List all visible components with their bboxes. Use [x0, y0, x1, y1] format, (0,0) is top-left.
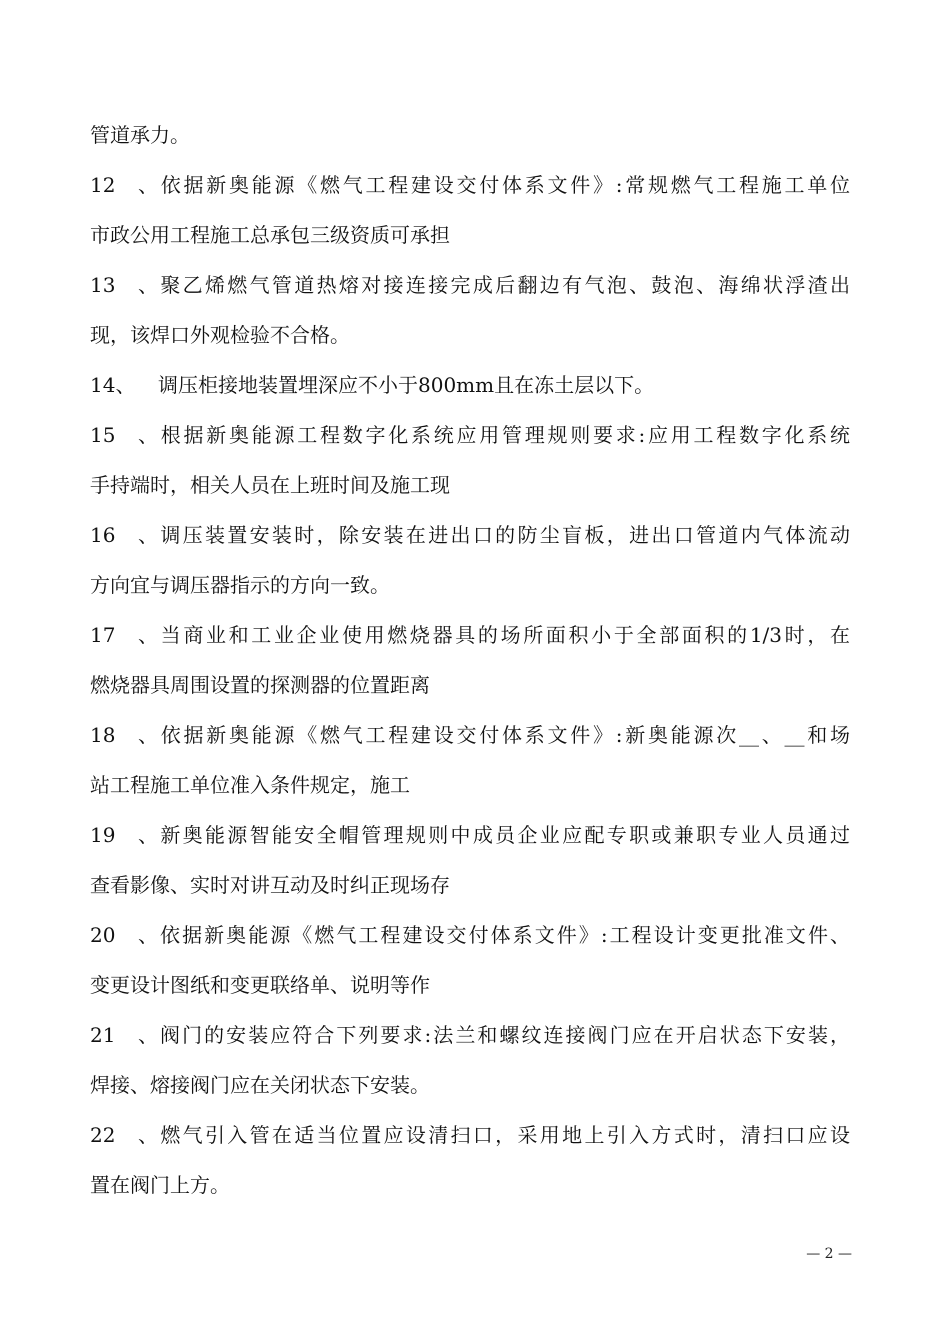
item-text: 根据新奥能源工程数字化系统应用管理规则要求:应用工程数字化系统	[158, 423, 850, 447]
item-number: 15、	[90, 423, 158, 447]
item-text: 当商业和工业企业使用燃烧器具的场所面积小于全部面积的1/3时，在	[158, 623, 850, 647]
item-13	[90, 260, 850, 360]
item-17	[90, 610, 850, 710]
page-number: — 2 —	[806, 1246, 852, 1262]
item-number: 13、	[90, 273, 158, 297]
item-text: 新奥能源智能安全帽管理规则中成员企业应配专职或兼职专业人员通过	[158, 823, 850, 847]
item-number: 18、	[90, 723, 158, 747]
item-text-continued: 燃烧器具周围设置的探测器的位置距离	[90, 673, 430, 697]
item-text: 燃气引入管在适当位置应设清扫口，采用地上引入方式时，清扫口应设	[158, 1123, 850, 1147]
item-number: 16、	[90, 523, 158, 547]
item-text-continued: 置在阀门上方。	[90, 1173, 230, 1197]
item-text: 依据新奥能源《燃气工程建设交付体系文件》:常规燃气工程施工单位	[158, 173, 850, 197]
item-text: 聚乙烯燃气管道热熔对接连接完成后翻边有气泡、鼓泡、海绵状浮渣出	[158, 273, 850, 297]
item-text: 阀门的安装应符合下列要求:法兰和螺纹连接阀门应在开启状态下安装，	[158, 1023, 850, 1047]
item-text: 调压柜接地装置埋深应不小于800mm且在冻土层以下。	[158, 373, 655, 397]
item-text: 依据新奥能源《燃气工程建设交付体系文件》:新奥能源次__、__和场	[158, 723, 850, 747]
item-text-continued: 方向宜与调压器指示的方向一致。	[90, 573, 390, 597]
intro-line: 管道承力。	[90, 123, 190, 147]
item-text-continued: 市政公用工程施工总承包三级资质可承担	[90, 223, 450, 247]
item-text-continued: 变更设计图纸和变更联络单、说明等作	[90, 973, 430, 997]
item-18	[90, 710, 850, 810]
item-number: 20、	[90, 923, 158, 947]
item-20	[90, 910, 850, 1010]
document-body	[90, 110, 850, 1210]
item-number: 21、	[90, 1023, 158, 1047]
item-text-continued: 手持端时，相关人员在上班时间及施工现	[90, 473, 450, 497]
item-text-continued: 焊接、熔接阀门应在关闭状态下安装。	[90, 1073, 430, 1097]
item-12	[90, 160, 850, 260]
item-number: 22、	[90, 1123, 158, 1147]
item-number: 14、	[90, 373, 136, 397]
item-number: 19、	[90, 823, 158, 847]
item-16	[90, 510, 850, 610]
item-21	[90, 1010, 850, 1110]
item-14	[90, 360, 850, 410]
item-text: 调压装置安装时，除安装在进出口的防尘盲板，进出口管道内气体流动	[158, 523, 850, 547]
item-15	[90, 410, 850, 510]
item-text-continued: 站工程施工单位准入条件规定，施工	[90, 773, 410, 797]
item-19	[90, 810, 850, 910]
item-number: 17、	[90, 623, 158, 647]
item-text: 依据新奥能源《燃气工程建设交付体系文件》:工程设计变更批准文件、	[158, 923, 850, 947]
item-text-continued: 现，该焊口外观检验不合格。	[90, 323, 350, 347]
item-22	[90, 1110, 850, 1210]
item-text-continued: 查看影像、实时对讲互动及时纠正现场存	[90, 873, 450, 897]
item-number: 12、	[90, 173, 158, 197]
